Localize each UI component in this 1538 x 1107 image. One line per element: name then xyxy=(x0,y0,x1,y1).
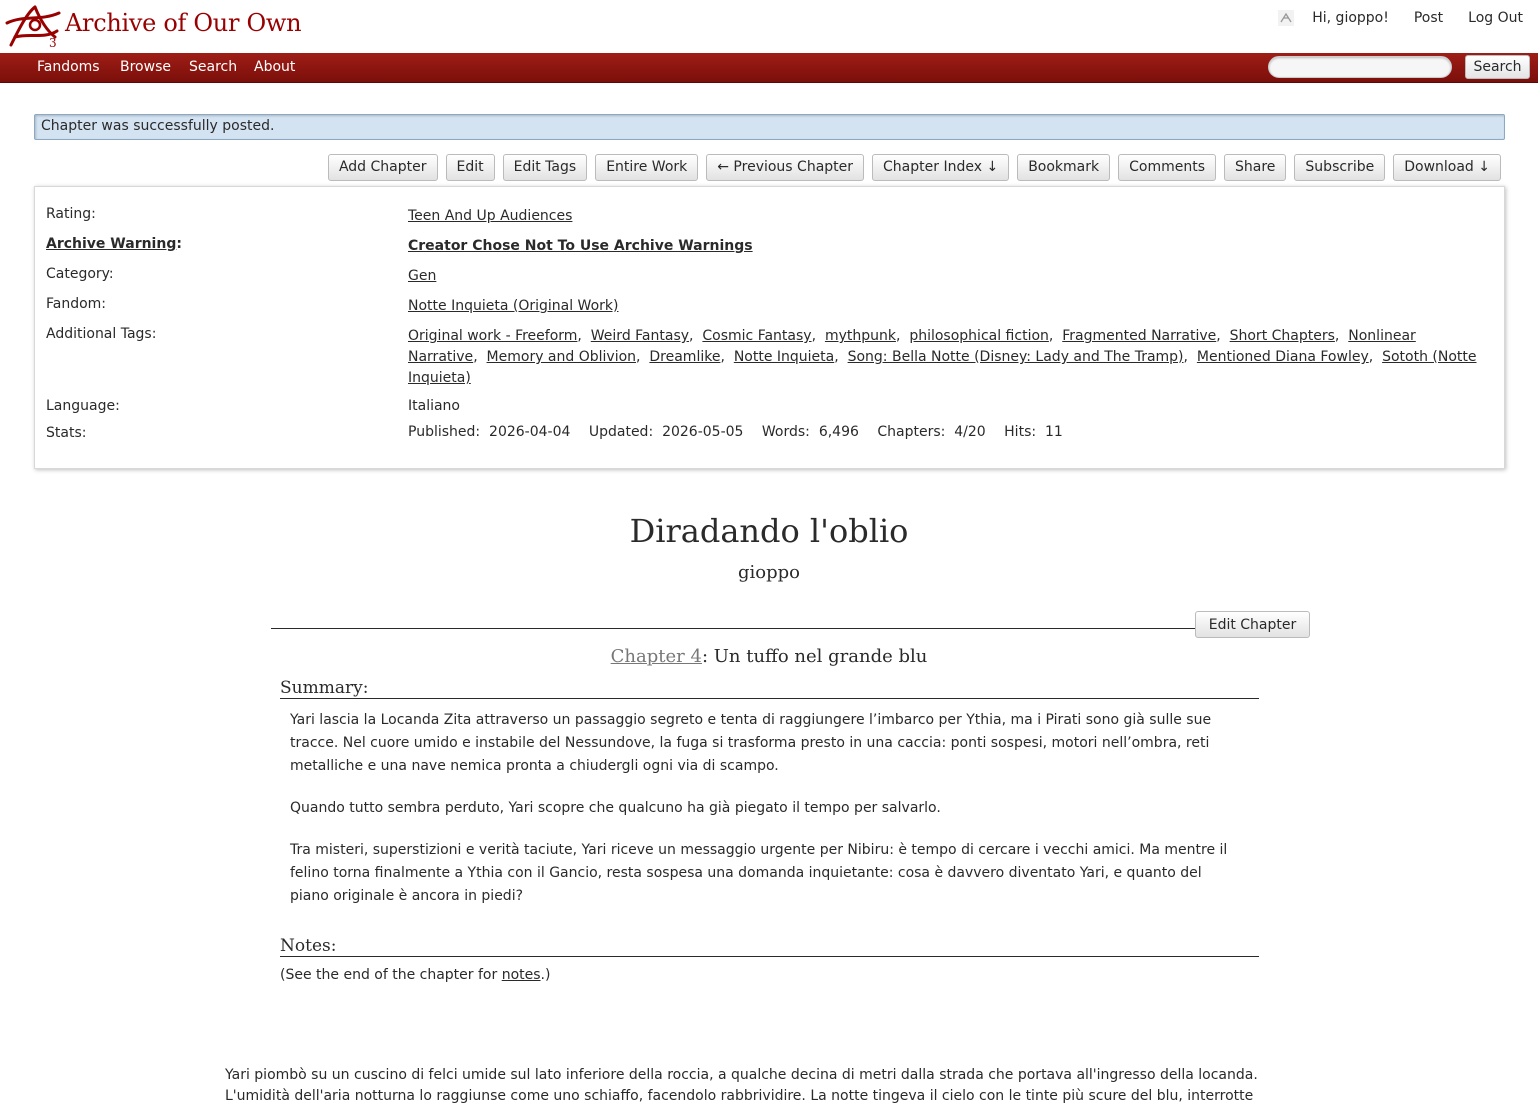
chapter-body xyxy=(225,1065,1315,1107)
site-header xyxy=(0,0,1538,53)
tag-separator: , xyxy=(895,328,910,344)
words-value: 6,496 xyxy=(818,424,859,440)
additional-tag-link[interactable]: mythpunk xyxy=(824,328,896,344)
stats xyxy=(408,424,1063,440)
post-link[interactable]: Post xyxy=(1413,10,1444,26)
summary-text xyxy=(290,709,1240,927)
updated-value: 2026-05-05 xyxy=(662,424,744,440)
user-avatar-icon[interactable] xyxy=(1278,10,1294,26)
body-paragraph: Yari piombò su un cuscino di felci umide sul lato inferiore della roccia, a qualche decina di metri dalla strada che portava all'ingresso della locanda. L'umidità dell'aria notturna lo raggiunse come uno schiaffo, facendolo rabbrividire. La notte tingeva il cielo con le tinte più scure del blu, interrotte xyxy=(225,1067,1258,1104)
stats-label: Stats: xyxy=(46,425,87,441)
hits-value: 11 xyxy=(1044,424,1063,440)
entire-work-button[interactable]: Entire Work xyxy=(595,154,698,181)
search-input[interactable] xyxy=(1268,56,1452,78)
additional-tag-link[interactable]: philosophical fiction xyxy=(909,328,1049,344)
bookmark-button[interactable]: Bookmark xyxy=(1017,154,1110,181)
user-nav xyxy=(1278,10,1523,26)
language-label: Language: xyxy=(46,398,120,414)
fandom-label: Fandom: xyxy=(46,296,107,312)
fandom-tag-link[interactable]: Notte Inquieta (Original Work) xyxy=(408,298,619,314)
summary-paragraph: Tra misteri, superstizioni e verità taciute, Yari riceve un messaggio urgente per Nibiru: è tempo di cercare i vecchi amici. Ma mentre il felino torna finalmente a Ythia con il Gancio, resta sospesa una domanda inquietante: cosa è davvero diventato Yari, e quanto del piano originale è ancora in piedi? xyxy=(290,842,1228,904)
additional-tag-link[interactable]: Weird Fantasy xyxy=(590,328,690,344)
previous-chapter-button[interactable]: ← Previous Chapter xyxy=(706,154,864,181)
tag-separator: , xyxy=(720,349,734,365)
tag-separator: , xyxy=(577,328,591,344)
tag-separator: , xyxy=(1048,328,1063,344)
additional-tag-link[interactable]: Notte Inquieta xyxy=(733,349,835,365)
tag-separator: , xyxy=(473,349,487,365)
add-chapter-button[interactable]: Add Chapter xyxy=(328,154,438,181)
fandom-value xyxy=(408,298,618,314)
tag-separator: , xyxy=(1368,349,1383,365)
published-value: 2026-04-04 xyxy=(489,424,571,440)
additional-tag-link[interactable]: Sototh (Notte Inquieta) xyxy=(408,349,1477,386)
chapter-title: : Un tuffo nel grande blu xyxy=(701,646,928,667)
ao3-logo-icon[interactable] xyxy=(5,3,65,49)
additional-tag-link[interactable]: Nonlinear Narrative xyxy=(408,328,1416,365)
tag-separator: , xyxy=(834,349,848,365)
category-label: Category: xyxy=(46,266,114,282)
warning-value xyxy=(408,238,753,254)
svg-text:3: 3 xyxy=(49,36,57,49)
edit-chapter-button[interactable]: Edit Chapter xyxy=(1195,611,1310,638)
work-author-link[interactable]: gioppo xyxy=(738,562,800,583)
chapters-label: Chapters: xyxy=(877,424,946,440)
additional-tag-link[interactable]: Cosmic Fantasy xyxy=(702,328,812,344)
rating-label: Rating: xyxy=(46,206,96,222)
words-label: Words: xyxy=(761,424,810,440)
language-value: Italiano xyxy=(408,398,460,414)
work-actions xyxy=(320,154,1501,181)
published-label: Published: xyxy=(408,424,481,440)
additional-tags-label: Additional Tags: xyxy=(46,326,157,342)
hits-label: Hits: xyxy=(1004,424,1037,440)
notes-prefix: (See the end of the chapter for xyxy=(280,967,502,983)
category-value xyxy=(408,268,436,284)
tag-separator: , xyxy=(1183,349,1197,365)
additional-tag-link[interactable]: Memory and Oblivion xyxy=(486,349,637,365)
edit-tags-button[interactable]: Edit Tags xyxy=(503,154,588,181)
nav-about[interactable]: About xyxy=(254,59,296,75)
notes-text xyxy=(280,967,550,983)
subscribe-button[interactable]: Subscribe xyxy=(1294,154,1385,181)
primary-nav xyxy=(0,53,1538,83)
notes-link[interactable]: notes xyxy=(501,967,541,983)
tag-separator: , xyxy=(689,328,703,344)
additional-tags-list xyxy=(408,326,1478,389)
nav-fandoms[interactable]: Fandoms xyxy=(37,59,100,75)
category-tag-link[interactable]: Gen xyxy=(408,268,437,284)
flash-notice: Chapter was successfully posted. xyxy=(34,114,1505,140)
site-title[interactable]: Archive of Our Own xyxy=(65,9,302,37)
chapter-link[interactable]: Chapter 4 xyxy=(610,646,702,667)
additional-tag-link[interactable]: Fragmented Narrative xyxy=(1062,328,1217,344)
notes-suffix: .) xyxy=(540,967,551,983)
warning-label[interactable]: Archive Warning xyxy=(46,236,177,252)
updated-label: Updated: xyxy=(588,424,654,440)
tag-separator: , xyxy=(1334,328,1349,344)
summary-heading: Summary: xyxy=(280,678,1259,699)
warning-label-wrap: Archive Warning: xyxy=(46,236,182,252)
additional-tag-link[interactable]: Short Chapters xyxy=(1229,328,1335,344)
chapter-index-button[interactable]: Chapter Index ↓ xyxy=(872,154,1009,181)
user-greeting-link[interactable]: Hi, gioppo! xyxy=(1312,10,1389,26)
rating-value xyxy=(408,208,572,224)
chapter-divider xyxy=(271,628,1196,629)
tag-separator: , xyxy=(811,328,825,344)
additional-tag-link[interactable]: Original work - Freeform xyxy=(408,328,578,344)
tag-separator: , xyxy=(1216,328,1230,344)
warning-tag-link[interactable]: Creator Chose Not To Use Archive Warnings xyxy=(408,238,753,254)
work-title: Diradando l'oblio xyxy=(629,512,909,550)
comments-button[interactable]: Comments xyxy=(1118,154,1216,181)
search-button[interactable]: Search xyxy=(1465,55,1530,79)
tag-separator: , xyxy=(636,349,650,365)
additional-tag-link[interactable]: Mentioned Diana Fowley xyxy=(1196,349,1369,365)
logout-link[interactable]: Log Out xyxy=(1468,10,1523,26)
chapters-value: 4/20 xyxy=(954,424,986,440)
edit-button[interactable]: Edit xyxy=(446,154,495,181)
additional-tag-link[interactable]: Dreamlike xyxy=(649,349,721,365)
chapter-heading xyxy=(0,646,1538,667)
rating-tag-link[interactable]: Teen And Up Audiences xyxy=(408,208,573,224)
nav-search[interactable]: Search xyxy=(189,59,238,75)
additional-tag-link[interactable]: Song: Bella Notte (Disney: Lady and The Tramp) xyxy=(847,349,1184,365)
summary-paragraph: Quando tutto sembra perduto, Yari scopre che qualcuno ha già piegato il tempo per salvarlo. xyxy=(290,800,941,816)
share-button[interactable]: Share xyxy=(1224,154,1286,181)
notes-heading: Notes: xyxy=(280,936,1259,957)
nav-browse[interactable]: Browse xyxy=(120,59,171,75)
download-button[interactable]: Download ↓ xyxy=(1393,154,1501,181)
work-meta xyxy=(34,186,1505,469)
summary-paragraph: Yari lascia la Locanda Zita attraverso un passaggio segreto e tenta di raggiungere l’imbarco per Ythia, ma i Pirati sono già sulle sue tracce. Nel cuore umido e instabile del Nessundove, la fuga si trasforma presto in una caccia: ponti sospesi, motori nell’ombra, reti metalliche e una nave nemica pronta a chiudergli ogni via di scampo. xyxy=(290,712,1212,774)
